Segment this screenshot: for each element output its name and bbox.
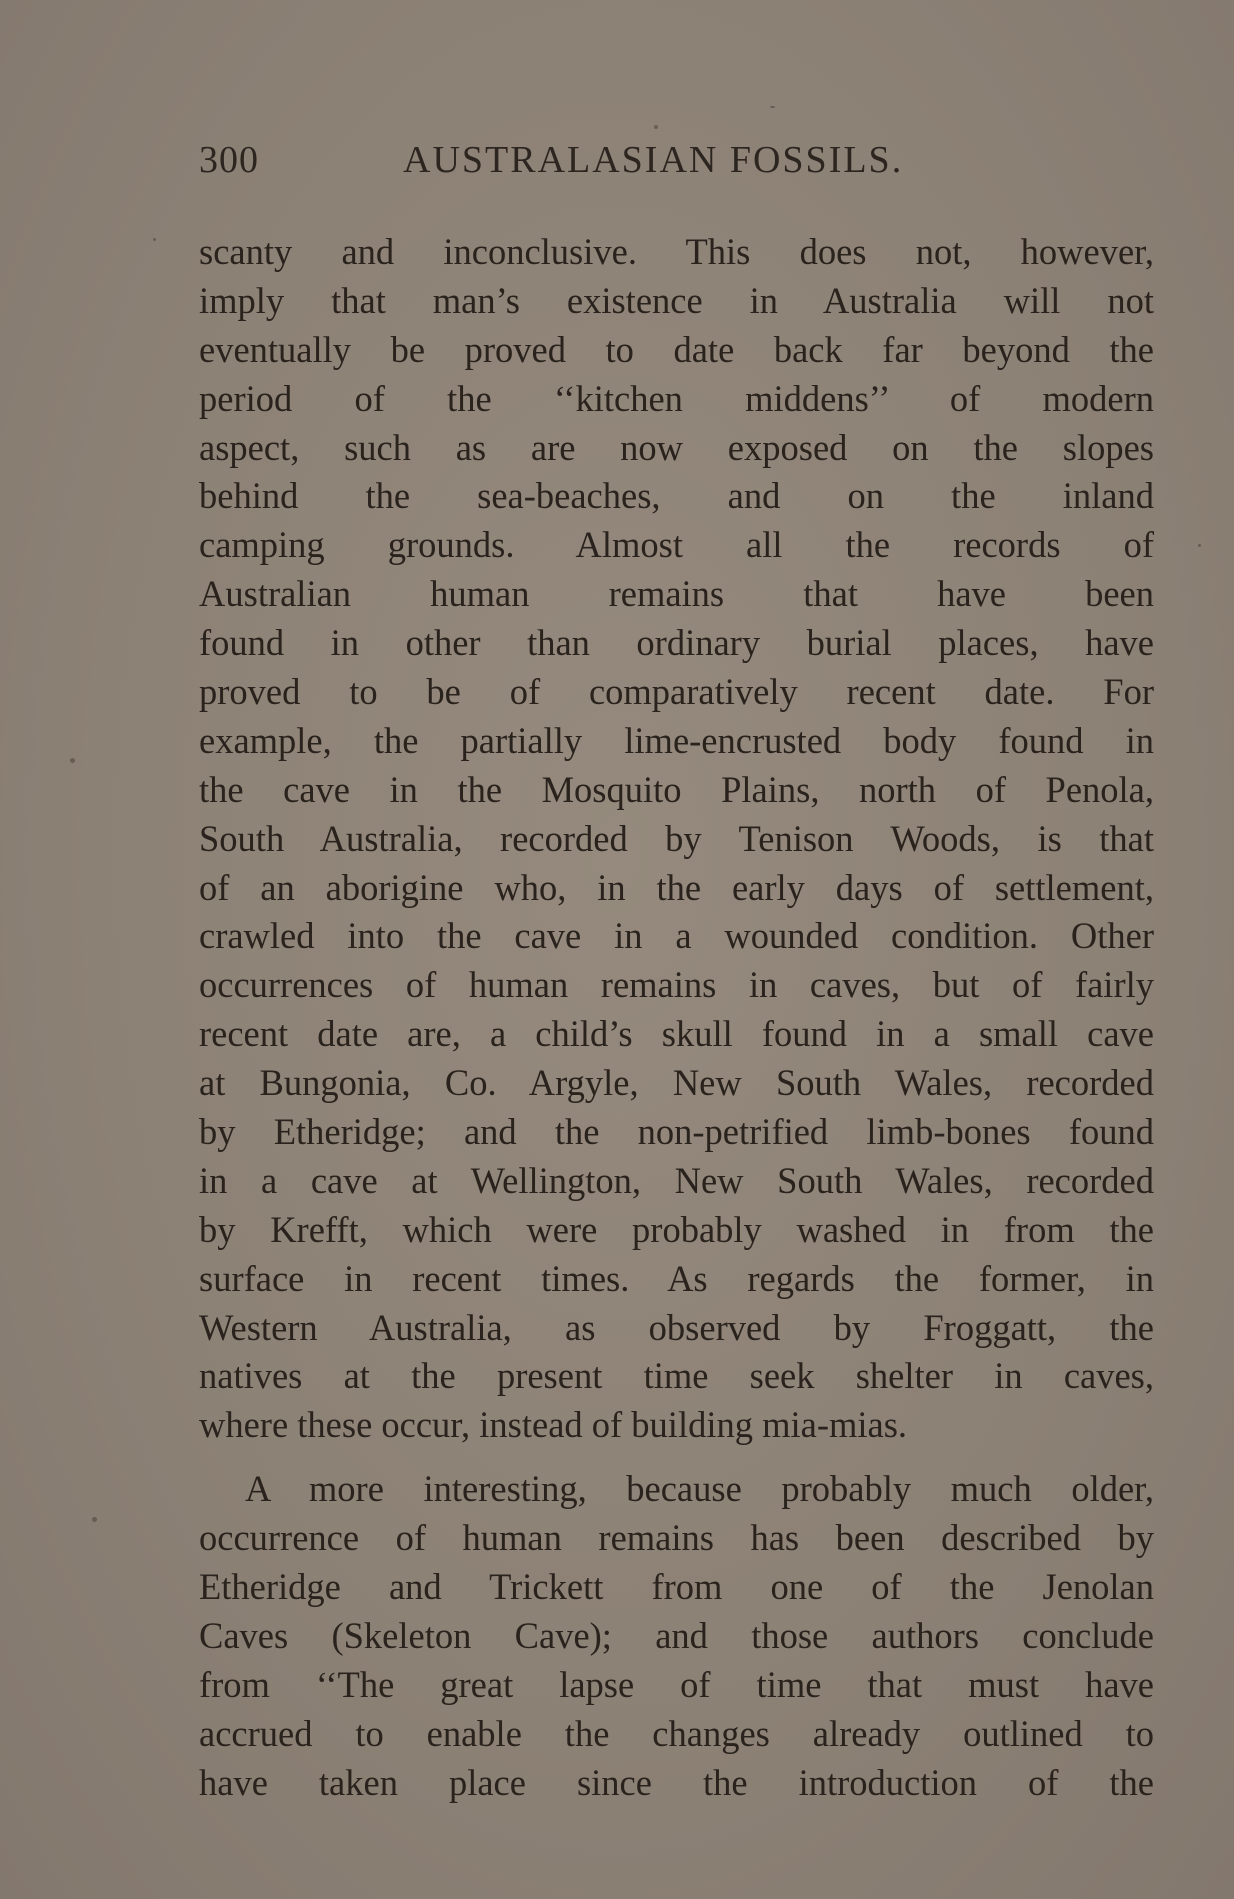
text-line: found in other than ordinary burial places, have [199,622,1154,664]
text-line: Western Australia, as observed by Froggatt, the [199,1306,1154,1348]
text-line: crawled into the cave in a wounded condition. Other [199,915,1154,957]
paragraph-gap [199,1450,1154,1465]
text-line: proved to be of comparatively recent date. For [199,671,1154,713]
text-line: have taken place since the introduction of the [199,1761,1154,1803]
text-line: in a cave at Wellington, New South Wales, recorded [199,1159,1154,1201]
paper-speck [1198,544,1201,547]
text-line: occurrences of human remains in caves, but of fairly [199,964,1154,1006]
body-text [199,228,1154,1808]
paper-speck [770,106,775,108]
text-line: natives at the present time seek shelter in caves, [199,1355,1154,1397]
text-line: at Bungonia, Co. Argyle, New South Wales, recorded [199,1062,1154,1104]
text-line: eventually be proved to date back far beyond the [199,328,1154,370]
text-line: scanty and inconclusive. This does not, however, [199,231,1154,272]
text-line: camping grounds. Almost all the records of [199,524,1154,566]
paper-speck [153,238,156,241]
text-line: by Krefft, which were probably washed in from the [199,1208,1154,1250]
text-line: of an aborigine who, in the early days of settlement, [199,866,1154,908]
text-line: surface in recent times. As regards the former, in [199,1257,1154,1299]
text-line: South Australia, recorded by Tenison Woods, is that [199,817,1154,859]
text-line: where these occur, instead of building mia-mias. [199,1404,908,1446]
paper-speck [654,125,658,129]
running-title: AUSTRALASIAN FOSSILS. [403,139,904,181]
text-line: from ‘‘The great lapse of time that must have [199,1663,1154,1705]
paragraph-2 [199,1465,1154,1807]
page-header [199,138,1154,188]
text-line: the cave in the Mosquito Plains, north of Penola, [199,768,1154,810]
page-number: 300 [199,139,259,181]
text-line: aspect, such as are now exposed on the slopes [199,426,1154,468]
text-line: Caves (Skeleton Cave); and those authors conclude [199,1614,1154,1656]
text-line: imply that man’s existence in Australia will not [199,279,1154,321]
text-line: behind the sea-beaches, and on the inland [199,475,1154,517]
text-line: occurrence of human remains has been described by [199,1517,1154,1559]
text-line: example, the partially lime-encrusted body found in [199,719,1154,761]
text-line: by Etheridge; and the non-petrified limb-bones found [199,1111,1154,1153]
text-line: period of the ‘‘kitchen middens’’ of modern [199,377,1154,419]
text-line: Australian human remains that have been [199,573,1154,615]
text-line: Etheridge and Trickett from one of the Jenolan [199,1566,1154,1608]
paragraph-1 [199,228,1154,1450]
paper-speck [92,1517,97,1522]
paper-speck [70,758,75,763]
text-line: A more interesting, because probably much older, [245,1468,1154,1510]
text-line: accrued to enable the changes already outlined to [199,1712,1154,1754]
text-line: recent date are, a child’s skull found in a small cave [199,1013,1154,1055]
